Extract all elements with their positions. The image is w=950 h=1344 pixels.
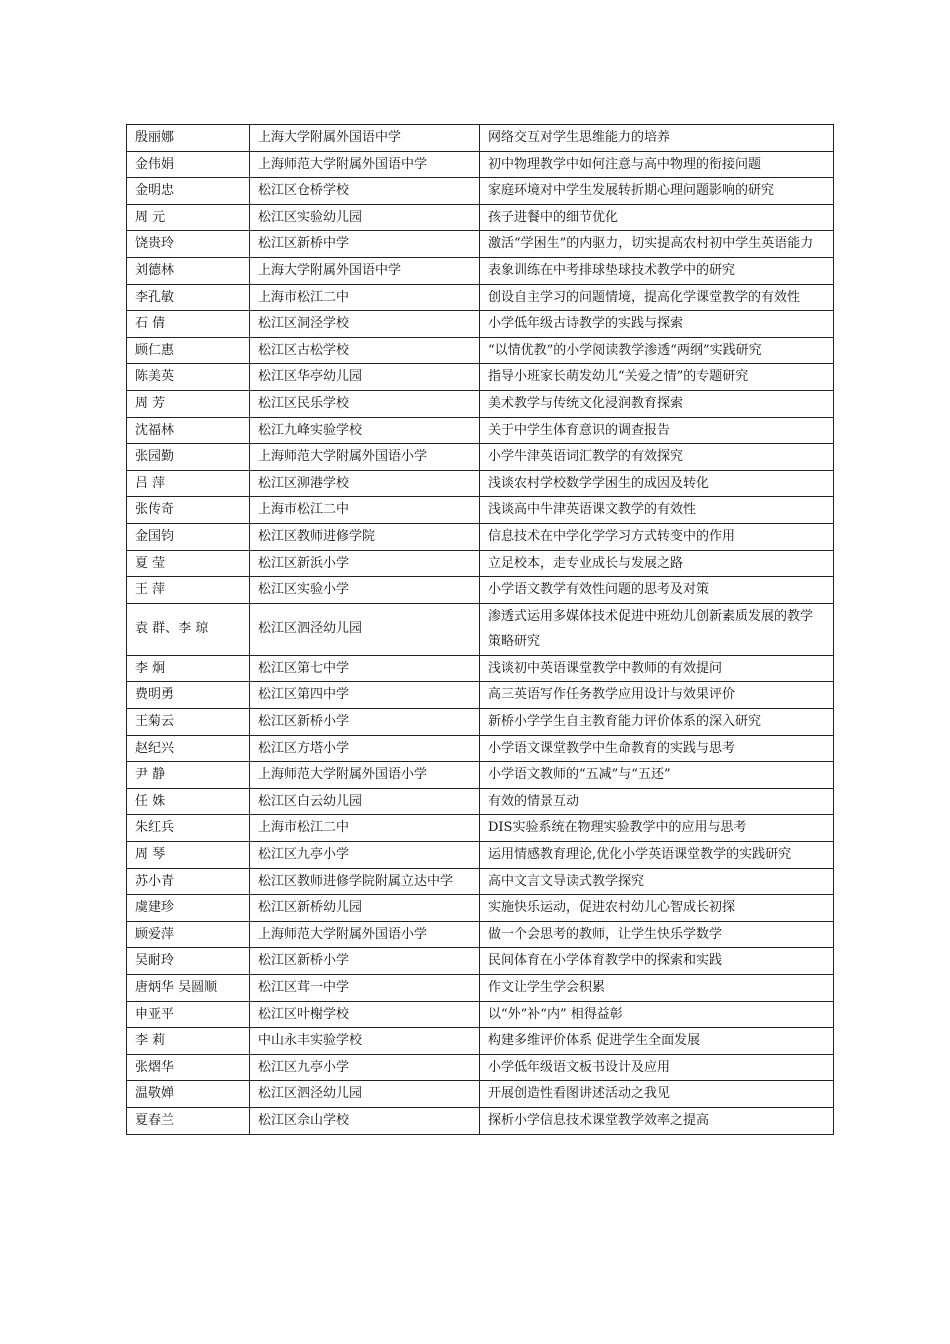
- school-cell: 松江区泗泾幼儿园: [250, 1081, 480, 1108]
- table-row: [127, 364, 834, 391]
- school-cell: 中山永丰实验学校: [250, 1028, 480, 1055]
- table-row: [127, 311, 834, 338]
- school-cell: 松江区实验小学: [250, 577, 480, 604]
- school-cell: 松江区教师进修学院: [250, 523, 480, 550]
- topic-cell: 浅谈高中牛津英语课文教学的有效性: [480, 497, 834, 524]
- table-row: [127, 231, 834, 258]
- teacher-name-cell: 顾仁惠: [127, 337, 250, 364]
- teacher-name-cell: 李孔敏: [127, 284, 250, 311]
- teacher-name-cell: 张园勤: [127, 444, 250, 471]
- table-row: [127, 257, 834, 284]
- table-row: [127, 151, 834, 178]
- school-cell: 上海市松江二中: [250, 284, 480, 311]
- table-row: [127, 417, 834, 444]
- school-cell: 松江区新桥小学: [250, 709, 480, 736]
- topic-cell: 小学语文课堂教学中生命教育的实践与思考: [480, 735, 834, 762]
- school-cell: 松江区九亭小学: [250, 1054, 480, 1081]
- school-cell: 松江区九亭小学: [250, 842, 480, 869]
- teacher-name-cell: 温敬婵: [127, 1081, 250, 1108]
- topic-cell: 小学语文教师的“五减”与“五还”: [480, 762, 834, 789]
- table-row: [127, 735, 834, 762]
- teacher-name-cell: 饶贵玲: [127, 231, 250, 258]
- table-row: [127, 523, 834, 550]
- table-row: [127, 975, 834, 1002]
- table-row: [127, 762, 834, 789]
- teacher-name-cell: 虞建珍: [127, 895, 250, 922]
- topic-cell: 新桥小学学生自主教育能力评价体系的深入研究: [480, 709, 834, 736]
- table-row: [127, 497, 834, 524]
- teacher-name-cell: 金国钧: [127, 523, 250, 550]
- table-row: [127, 788, 834, 815]
- table-row: [127, 842, 834, 869]
- school-cell: 松江区民乐学校: [250, 390, 480, 417]
- school-cell: 上海大学附属外国语中学: [250, 257, 480, 284]
- school-cell: 松江区新桥中学: [250, 231, 480, 258]
- teacher-name-cell: 周 琴: [127, 842, 250, 869]
- school-cell: 松江区实验幼儿园: [250, 204, 480, 231]
- topic-cell: 作文让学生学会积累: [480, 975, 834, 1002]
- teacher-name-cell: 朱红兵: [127, 815, 250, 842]
- teacher-name-cell: 李 炯: [127, 655, 250, 682]
- school-cell: 松江区仓桥学校: [250, 178, 480, 205]
- school-cell: 松江区洞泾学校: [250, 311, 480, 338]
- research-list-table: [126, 124, 834, 1135]
- teacher-name-cell: 张传奇: [127, 497, 250, 524]
- topic-cell: 探析小学信息技术课堂教学效率之提高: [480, 1107, 834, 1134]
- topic-cell: 关于中学生体育意识的调查报告: [480, 417, 834, 444]
- teacher-name-cell: 周 元: [127, 204, 250, 231]
- school-cell: 松江区泖港学校: [250, 470, 480, 497]
- teacher-name-cell: 吴耐玲: [127, 948, 250, 975]
- topic-cell: 立足校本，走专业成长与发展之路: [480, 550, 834, 577]
- topic-cell: 民间体育在小学体育教学中的探索和实践: [480, 948, 834, 975]
- school-cell: 松江区方塔小学: [250, 735, 480, 762]
- school-cell: 上海师范大学附属外国语中学: [250, 151, 480, 178]
- table-row: [127, 868, 834, 895]
- topic-cell: 小学低年级语文板书设计及应用: [480, 1054, 834, 1081]
- teacher-name-cell: 李 莉: [127, 1028, 250, 1055]
- table-row: [127, 815, 834, 842]
- topic-cell: 网络交互对学生思维能力的培养: [480, 125, 834, 152]
- topic-cell: 孩子进餐中的细节优化: [480, 204, 834, 231]
- school-cell: 松江区教师进修学院附属立达中学: [250, 868, 480, 895]
- school-cell: 松江区叶榭学校: [250, 1001, 480, 1028]
- school-cell: 松江区新桥小学: [250, 948, 480, 975]
- topic-cell: 初中物理教学中如何注意与高中物理的衔接问题: [480, 151, 834, 178]
- school-cell: 松江区古松学校: [250, 337, 480, 364]
- teacher-name-cell: 刘德林: [127, 257, 250, 284]
- topic-cell: DIS实验系统在物理实验教学中的应用与思考: [480, 815, 834, 842]
- teacher-name-cell: 陈美英: [127, 364, 250, 391]
- topic-cell: 信息技术在中学化学学习方式转变中的作用: [480, 523, 834, 550]
- school-cell: 松江区佘山学校: [250, 1107, 480, 1134]
- table-row: [127, 390, 834, 417]
- school-cell: 松江九峰实验学校: [250, 417, 480, 444]
- teacher-name-cell: 唐炳华 吴圆顺: [127, 975, 250, 1002]
- teacher-name-cell: 顾爱萍: [127, 921, 250, 948]
- teacher-name-cell: 沈福林: [127, 417, 250, 444]
- school-cell: 松江区第四中学: [250, 682, 480, 709]
- topic-cell: 浅谈农村学校数学学困生的成因及转化: [480, 470, 834, 497]
- topic-cell: 创设自主学习的问题情境，提高化学课堂教学的有效性: [480, 284, 834, 311]
- table-row: [127, 204, 834, 231]
- table-row: [127, 709, 834, 736]
- table-row: [127, 603, 834, 655]
- topic-cell: 小学牛津英语词汇教学的有效探究: [480, 444, 834, 471]
- table-row: [127, 1054, 834, 1081]
- teacher-name-cell: 夏春兰: [127, 1107, 250, 1134]
- topic-cell: 高中文言文导读式教学探究: [480, 868, 834, 895]
- teacher-name-cell: 尹 静: [127, 762, 250, 789]
- teacher-name-cell: 袁 群、李 琼: [127, 603, 250, 655]
- teacher-name-cell: 赵纪兴: [127, 735, 250, 762]
- table-row: [127, 178, 834, 205]
- topic-cell: “以情优教”的小学阅读教学渗透“两纲”实践研究: [480, 337, 834, 364]
- school-cell: 上海师范大学附属外国语小学: [250, 762, 480, 789]
- teacher-name-cell: 任 姝: [127, 788, 250, 815]
- teacher-name-cell: 苏小青: [127, 868, 250, 895]
- school-cell: 松江区茸一中学: [250, 975, 480, 1002]
- table-row: [127, 1107, 834, 1134]
- topic-cell: 小学语文教学有效性问题的思考及对策: [480, 577, 834, 604]
- topic-cell: 高三英语写作任务教学应用设计与效果评价: [480, 682, 834, 709]
- school-cell: 松江区第七中学: [250, 655, 480, 682]
- topic-cell: 美术教学与传统文化浸润教育探索: [480, 390, 834, 417]
- table-row: [127, 470, 834, 497]
- school-cell: 上海市松江二中: [250, 815, 480, 842]
- topic-cell: 小学低年级古诗教学的实践与探索: [480, 311, 834, 338]
- school-cell: 松江区白云幼儿园: [250, 788, 480, 815]
- topic-cell: 有效的情景互动: [480, 788, 834, 815]
- topic-cell: 开展创造性看图讲述活动之我见: [480, 1081, 834, 1108]
- school-cell: 上海市松江二中: [250, 497, 480, 524]
- school-cell: 松江区泗泾幼儿园: [250, 603, 480, 655]
- school-cell: 松江区新浜小学: [250, 550, 480, 577]
- teacher-name-cell: 吕 萍: [127, 470, 250, 497]
- table-body: [127, 125, 834, 1135]
- teacher-name-cell: 夏 莹: [127, 550, 250, 577]
- table-row: [127, 1001, 834, 1028]
- table-row: [127, 577, 834, 604]
- topic-cell: 以“外”补“内” 相得益彰: [480, 1001, 834, 1028]
- table-row: [127, 895, 834, 922]
- topic-cell: 浅谈初中英语课堂教学中教师的有效提问: [480, 655, 834, 682]
- table-row: [127, 125, 834, 152]
- topic-cell: 表象训练在中考排球垫球技术教学中的研究: [480, 257, 834, 284]
- table-row: [127, 550, 834, 577]
- school-cell: 松江区新桥幼儿园: [250, 895, 480, 922]
- teacher-name-cell: 殷丽娜: [127, 125, 250, 152]
- topic-cell: 运用情感教育理论,优化小学英语课堂教学的实践研究: [480, 842, 834, 869]
- topic-cell: 实施快乐运动，促进农村幼儿心智成长初探: [480, 895, 834, 922]
- topic-cell: 构建多维评价体系 促进学生全面发展: [480, 1028, 834, 1055]
- topic-cell: 渗透式运用多媒体技术促进中班幼儿创新素质发展的教学策略研究: [480, 603, 834, 655]
- school-cell: 上海师范大学附属外国语小学: [250, 921, 480, 948]
- teacher-name-cell: 张熠华: [127, 1054, 250, 1081]
- table-row: [127, 1028, 834, 1055]
- table-row: [127, 682, 834, 709]
- teacher-name-cell: 申亚平: [127, 1001, 250, 1028]
- teacher-name-cell: 金伟娟: [127, 151, 250, 178]
- teacher-name-cell: 周 芳: [127, 390, 250, 417]
- table-row: [127, 948, 834, 975]
- teacher-name-cell: 费明勇: [127, 682, 250, 709]
- topic-cell: 激活“学困生”的内驱力，切实提高农村初中学生英语能力: [480, 231, 834, 258]
- teacher-name-cell: 石 倩: [127, 311, 250, 338]
- teacher-name-cell: 金明忠: [127, 178, 250, 205]
- table-row: [127, 337, 834, 364]
- topic-cell: 家庭环境对中学生发展转折期心理问题影响的研究: [480, 178, 834, 205]
- topic-cell: 做一个会思考的教师，让学生快乐学数学: [480, 921, 834, 948]
- teacher-name-cell: 王 萍: [127, 577, 250, 604]
- teacher-name-cell: 王菊云: [127, 709, 250, 736]
- table-row: [127, 444, 834, 471]
- table-row: [127, 284, 834, 311]
- topic-cell: 指导小班家长萌发幼儿“关爱之情”的专题研究: [480, 364, 834, 391]
- school-cell: 松江区华亭幼儿园: [250, 364, 480, 391]
- school-cell: 上海师范大学附属外国语小学: [250, 444, 480, 471]
- school-cell: 上海大学附属外国语中学: [250, 125, 480, 152]
- table-row: [127, 655, 834, 682]
- table-row: [127, 921, 834, 948]
- table-row: [127, 1081, 834, 1108]
